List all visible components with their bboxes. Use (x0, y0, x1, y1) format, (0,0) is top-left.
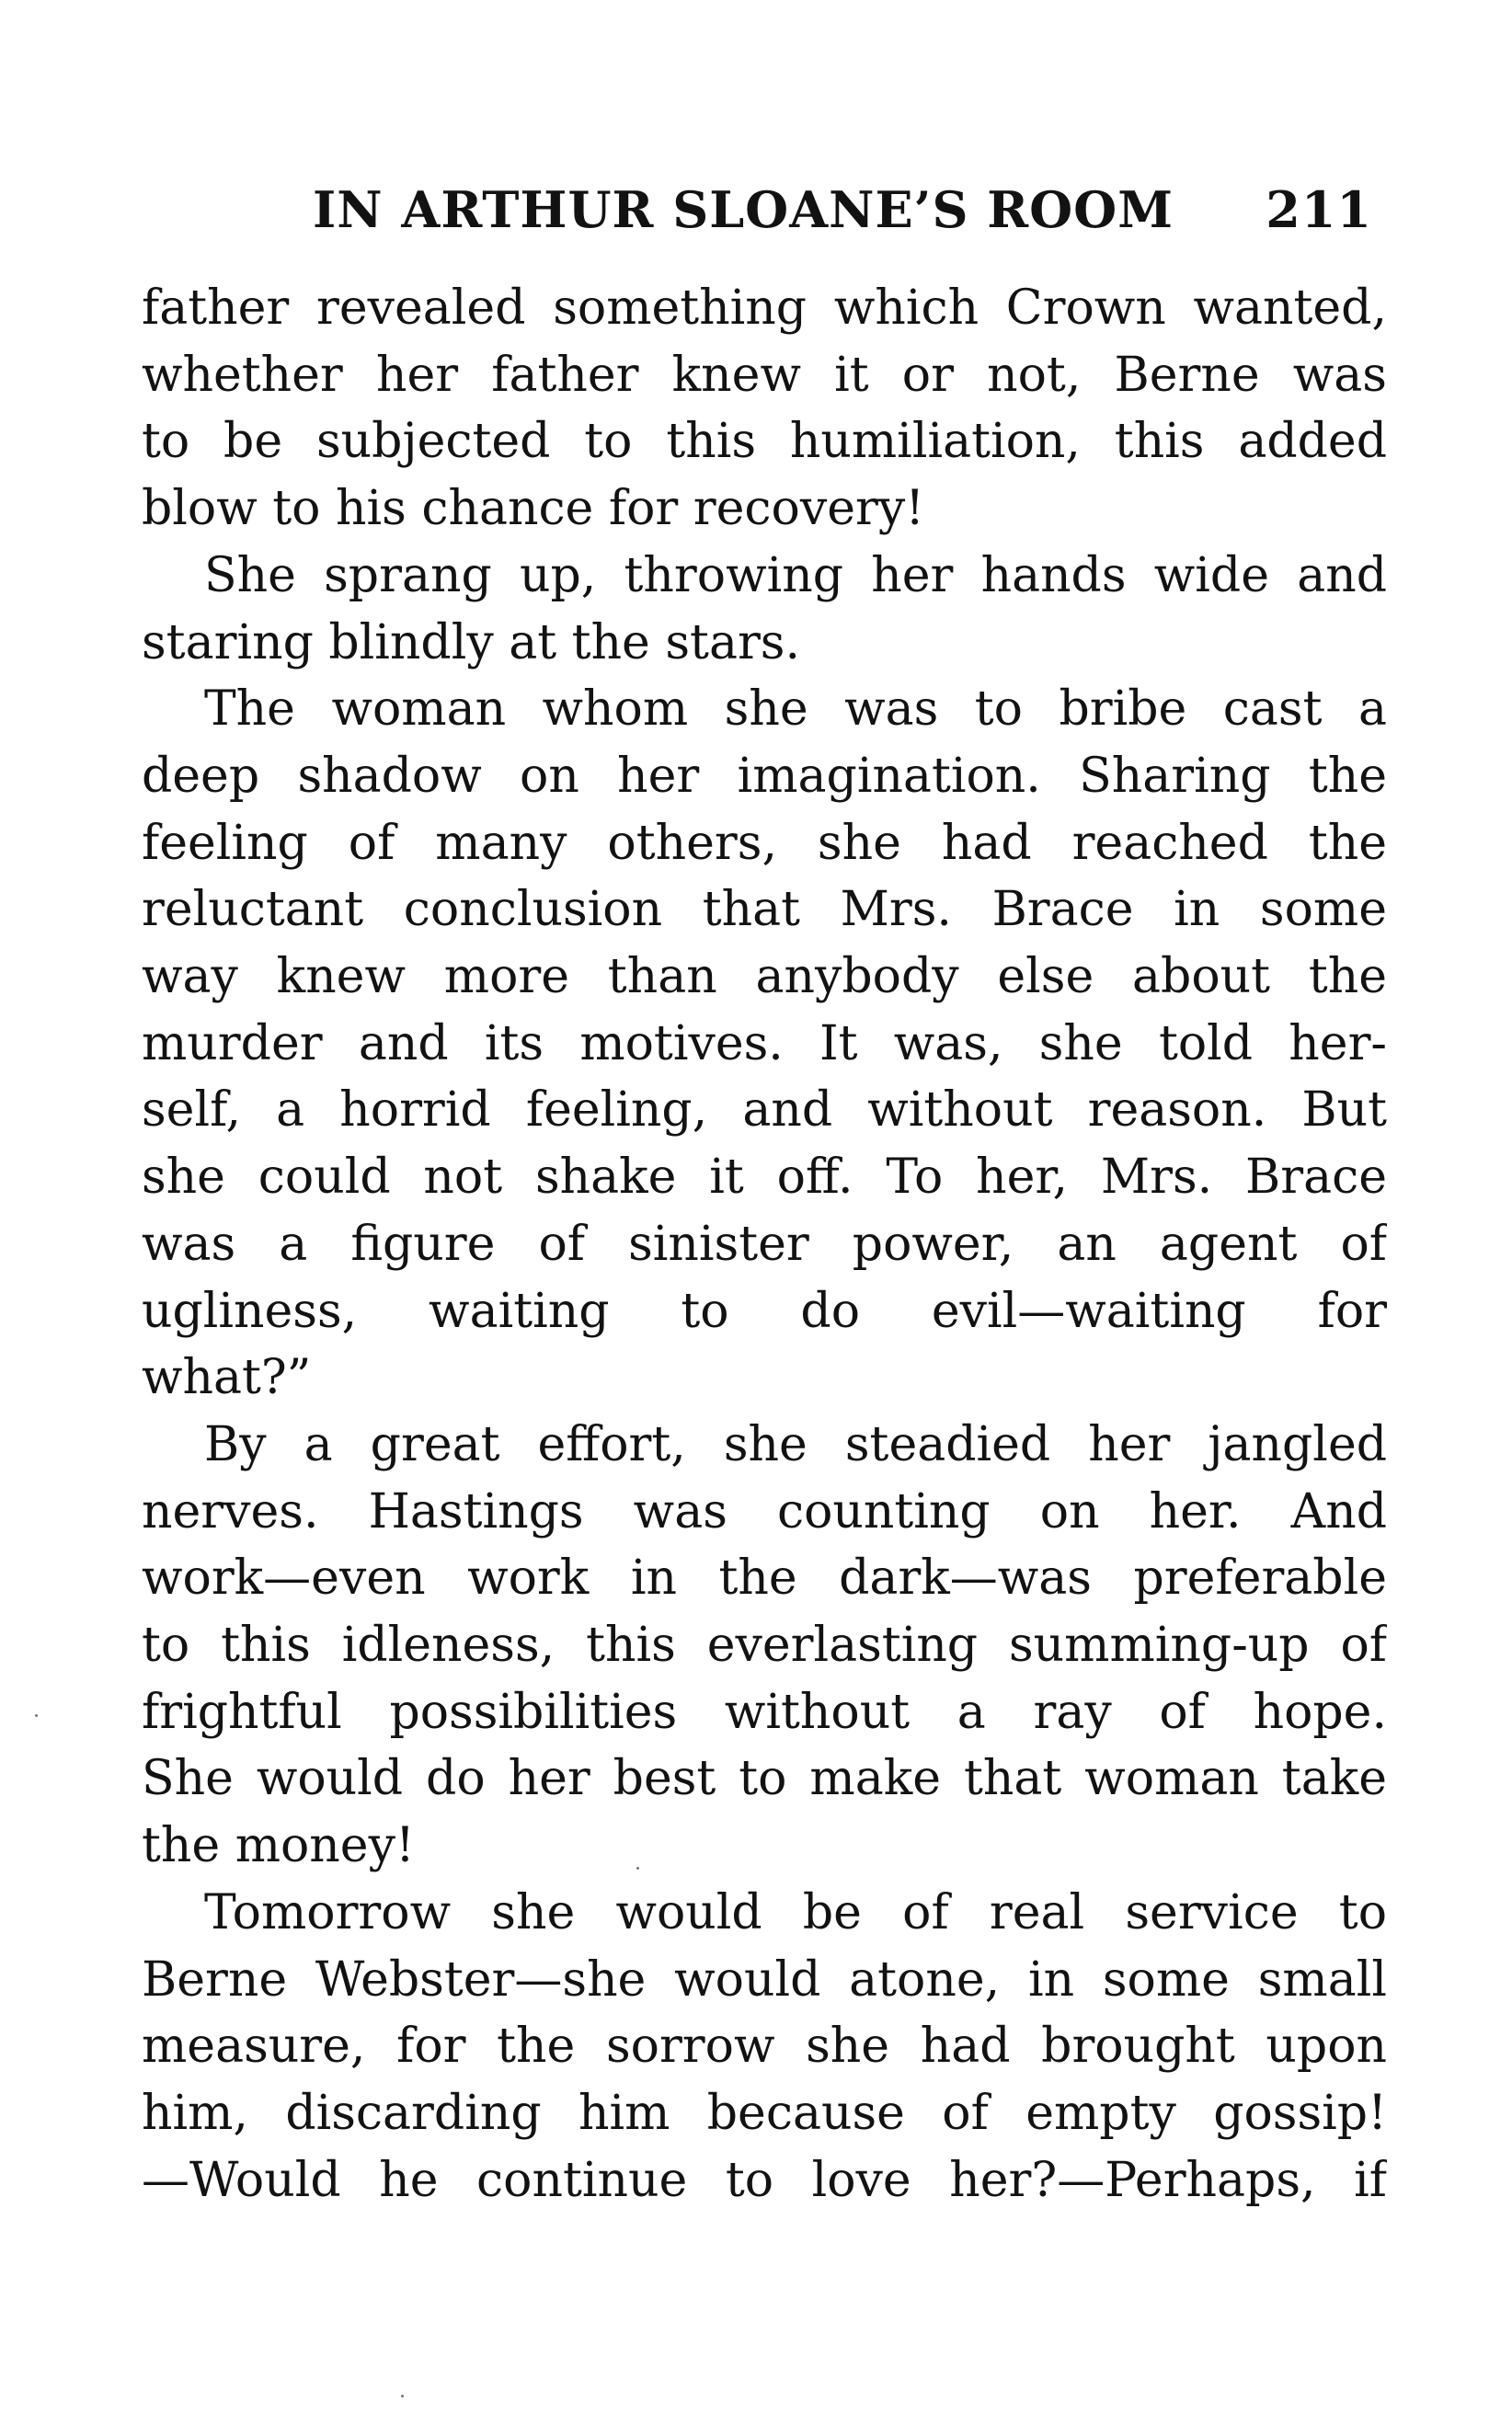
text-line: nerves. Hastings was counting on her. And (142, 1484, 1387, 1539)
text-line: to this idleness, this everlasting summing-up of (142, 1618, 1387, 1673)
page-number: 211 (1266, 180, 1372, 239)
text-line: staring blindly at the stars. (142, 615, 801, 670)
text-line: the money! (142, 1818, 415, 1873)
text-line: measure, for the sorrow she had brought upon (142, 2019, 1387, 2074)
text-line: deep shadow on her imagination. Sharing the (142, 749, 1387, 804)
text-line: blow to his chance for recovery! (142, 481, 925, 536)
text-line: him, discarding him because of empty gossip! (142, 2086, 1387, 2141)
text-line: self, a horrid feeling, and without reason. But (142, 1082, 1387, 1138)
text-line: reluctant conclusion that Mrs. Brace in some (142, 882, 1387, 937)
paper-speck (636, 1867, 639, 1870)
text-line: father revealed something which Crown wanted, (142, 280, 1387, 336)
paper-speck (35, 1714, 38, 1717)
paragraph-first-line: By a great effort, she steadied her jangled (204, 1417, 1387, 1472)
running-head (313, 173, 1372, 246)
text-line: —Would he continue to love her?—Perhaps, if (142, 2153, 1387, 2208)
text-line: was a figure of sinister power, an agent of (142, 1217, 1387, 1272)
text-line: She would do her best to make that woman take (142, 1751, 1387, 1806)
text-line: frightful possibilities without a ray of hope. (142, 1685, 1387, 1740)
text-line: Berne Webster—she would atone, in some small (142, 1952, 1387, 2008)
paragraph-first-line: Tomorrow she would be of real service to (204, 1885, 1387, 1940)
text-line: work—even work in the dark—was preferable (142, 1551, 1387, 1606)
text-line: whether her father knew it or not, Berne was (142, 348, 1387, 403)
text-line: to be subjected to this humiliation, this added (142, 414, 1387, 469)
paragraph-first-line: The woman whom she was to bribe cast a (204, 681, 1387, 737)
text-line: murder and its motives. It was, she told her- (142, 1016, 1387, 1071)
chapter-title: IN ARTHUR SLOANE’S ROOM (313, 180, 1174, 239)
text-line: she could not shake it off. To her, Mrs. Brace (142, 1150, 1387, 1205)
text-line: what?” (142, 1350, 312, 1405)
paragraph-first-line: She sprang up, throwing her hands wide and (204, 548, 1387, 603)
text-line: way knew more than anybody else about the (142, 949, 1387, 1004)
paper-speck (401, 2395, 404, 2397)
text-line: ugliness, waiting to do evil—waiting for (142, 1284, 1387, 1339)
text-line: feeling of many others, she had reached the (142, 816, 1387, 871)
